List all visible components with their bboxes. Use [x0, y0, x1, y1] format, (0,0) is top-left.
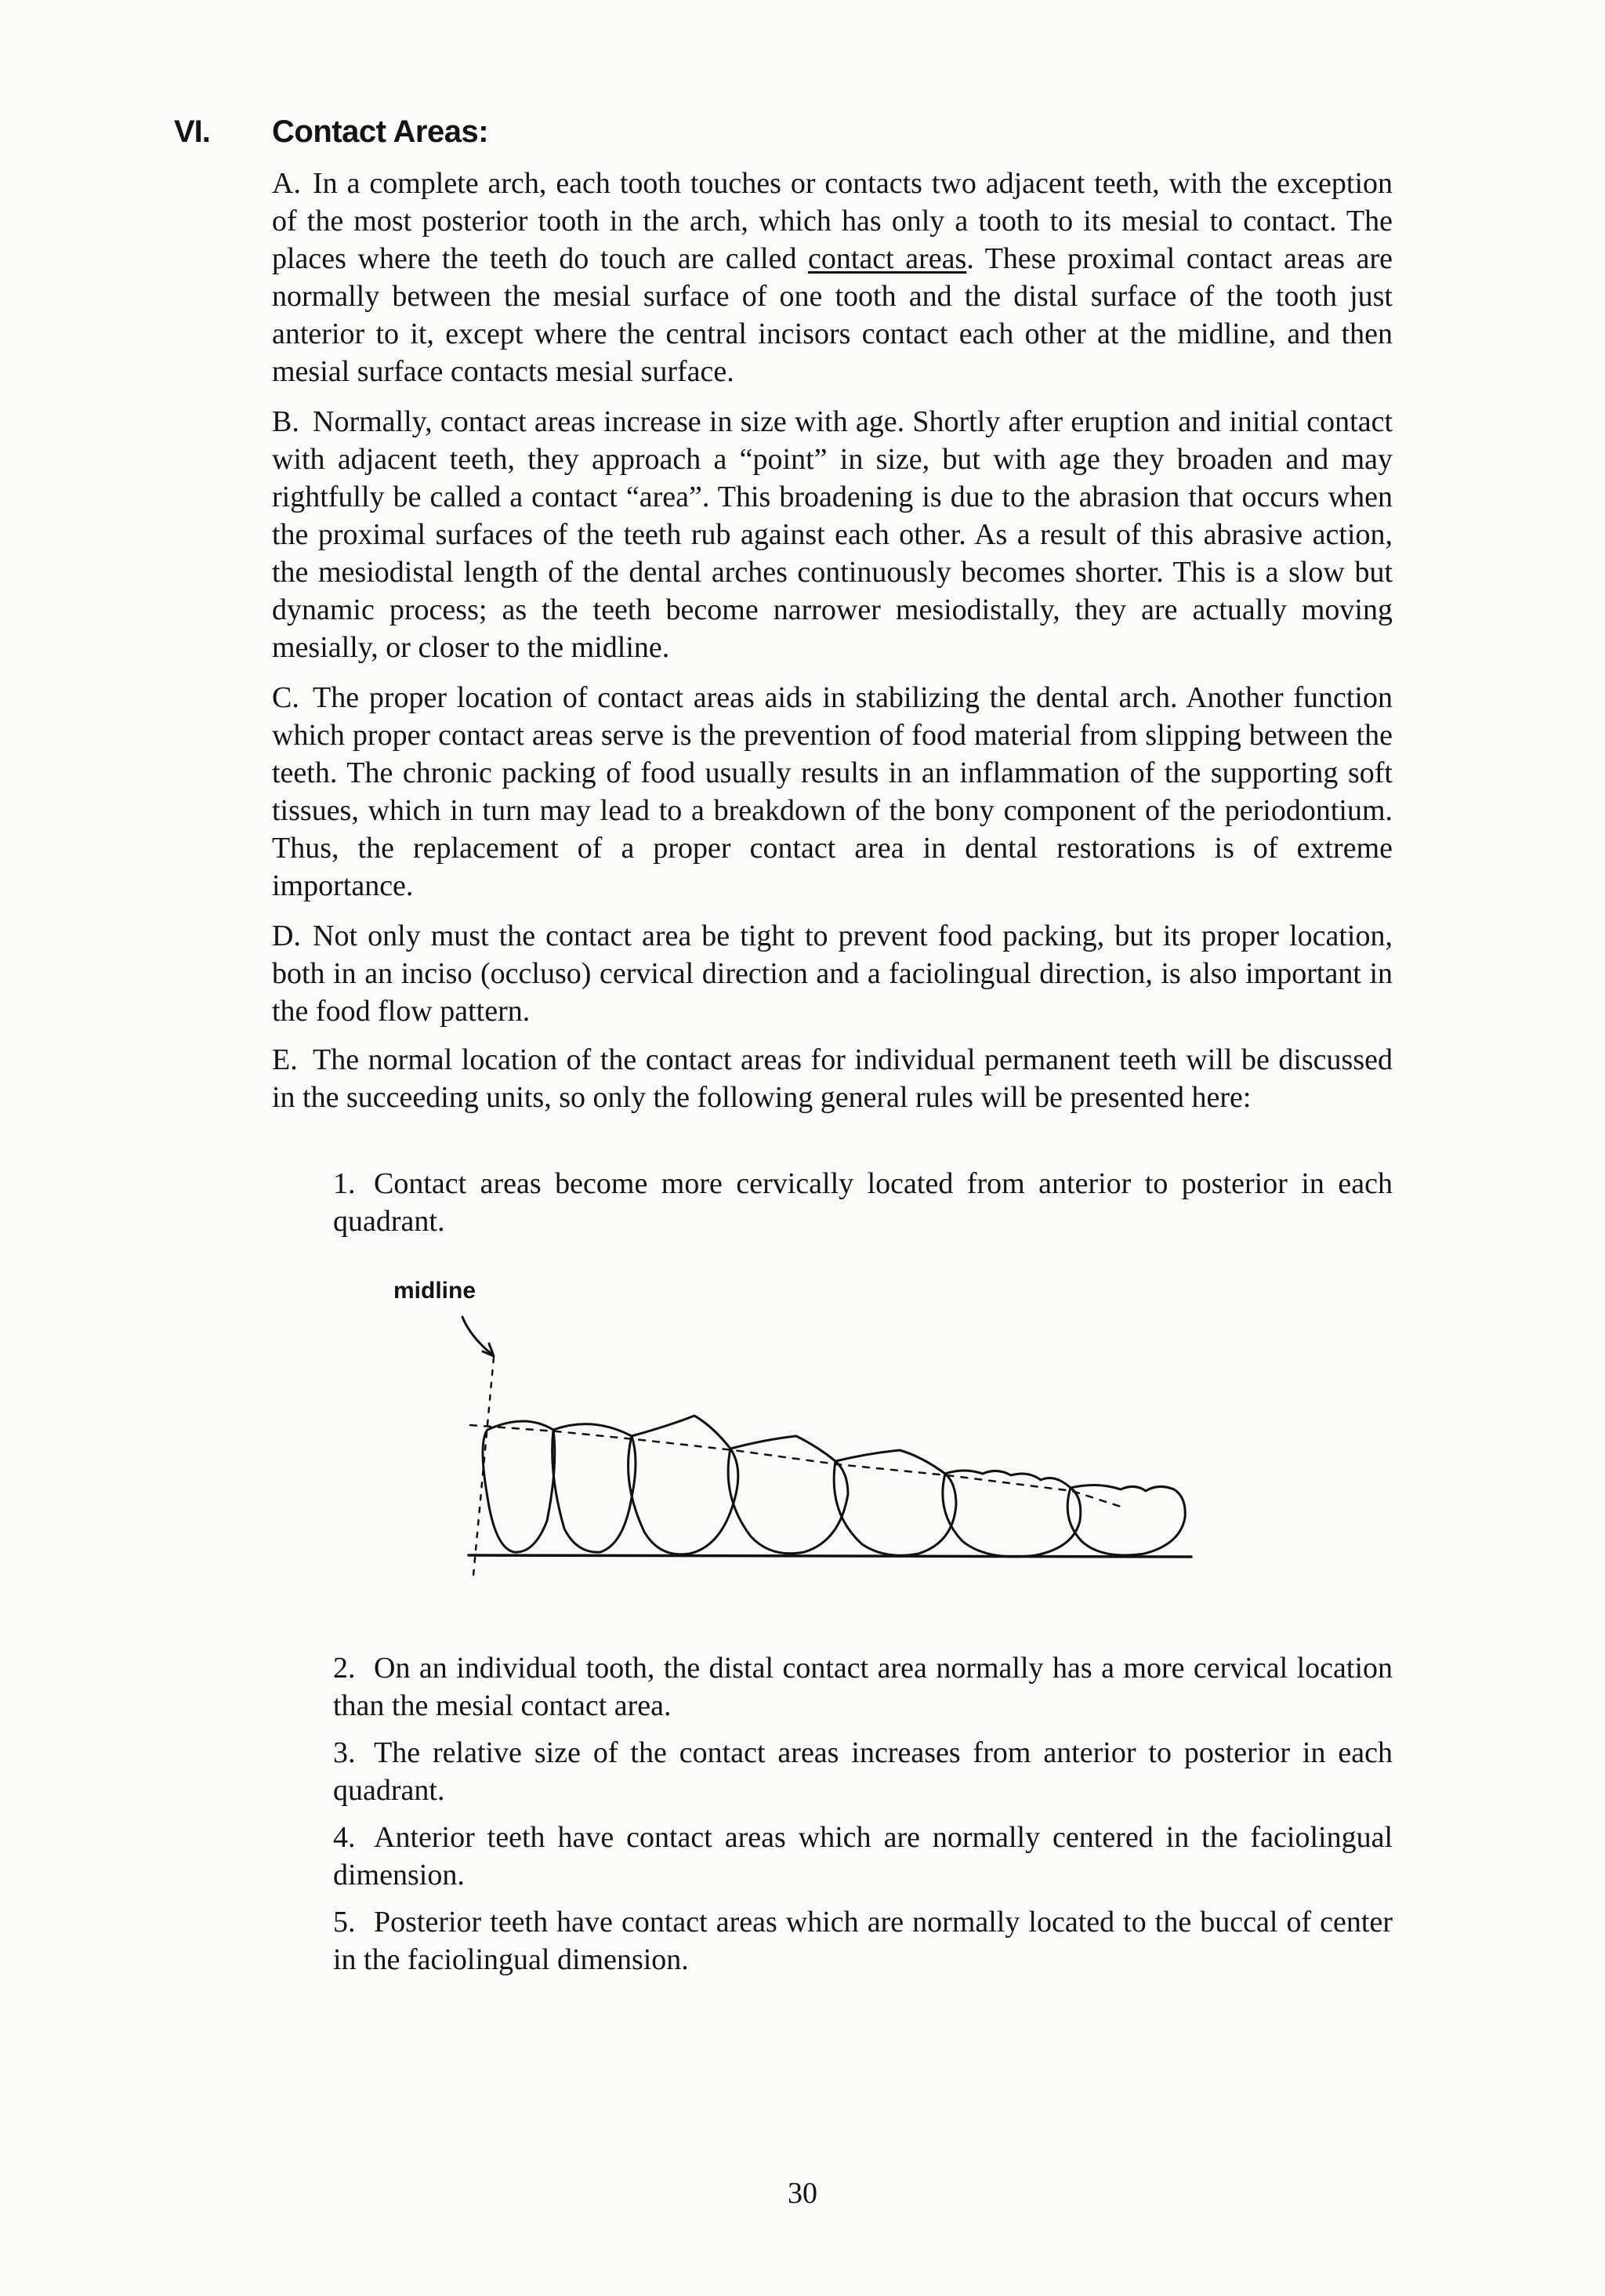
paragraph-label: E.: [272, 1043, 298, 1076]
tooth-canine: [629, 1416, 738, 1554]
rule-label: 5.: [333, 1906, 356, 1939]
paragraph-text: In a complete arch, each tooth touches or contacts two adjacent teeth, with the exception of the most posterior tooth in the arch, which has only a tooth to its mesial to contact. The places where the teeth do touch are called: [272, 167, 1393, 275]
figure-label-midline: midline: [393, 1278, 476, 1304]
rule-label: 1.: [333, 1167, 356, 1200]
midline-arrow: [462, 1317, 492, 1355]
base-line: [469, 1555, 1191, 1557]
rule-text: On an individual tooth, the distal contact area normally has a more cervical location than the mesial contact area.: [333, 1652, 1393, 1722]
page-number: 30: [788, 2177, 817, 2210]
paragraph-text: . These proximal contact areas are normally between the mesial surface of one tooth and the distal surface of the tooth just anterior to it, except where the central incisors contact each other at the midline, and then mesial surface contacts mesial surface.: [272, 242, 1393, 388]
tooth-first-molar: [943, 1471, 1081, 1557]
paragraph-text: Normally, contact areas increase in size with age. Shortly after eruption and initial contact with adjacent teeth, they approach a “point” in size, but with age they broaden and may rightfully be called a contact “area”. This broadening is due to the abrasion that occurs when the proximal surfaces of the teeth rub against each other. As a result of this abrasive action, the mesiodistal length of the dental arches continuously becomes shorter. This is a slow but dynamic process; as the teeth become narrower mesiodistally, they are actually moving mesially, or closer to the midline.: [272, 405, 1393, 664]
rule-1: [333, 1165, 1393, 1240]
paragraph-c: [272, 679, 1393, 905]
paragraph-a: [272, 165, 1393, 390]
paragraph-text: Not only must the contact area be tight to prevent food packing, but its proper location, both in an inciso (occluso) cervical direction and a faciolingual direction, is also important in the food flow pattern.: [272, 919, 1393, 1028]
contact-areas-figure: [439, 1262, 1207, 1591]
paragraph-text: The proper location of contact areas aids in stabilizing the dental arch. Another function which proper contact areas serve is the prevention of food material from slipping between the teeth. The chronic packing of food usually results in an inflammation of the supporting soft tissues, which in turn may lead to a breakdown of the bony component of the periodontium. Thus, the replacement of a proper contact area in dental restorations is of extreme importance.: [272, 681, 1393, 902]
rule-label: 3.: [333, 1736, 356, 1769]
rule-label: 2.: [333, 1652, 356, 1685]
rule-text: The relative size of the contact areas increases from anterior to posterior in each quadrant.: [333, 1736, 1393, 1807]
rule-5: [333, 1903, 1393, 1979]
tooth-central-incisor: [483, 1421, 555, 1552]
tooth-first-premolar: [728, 1436, 848, 1554]
paragraph-label: A.: [272, 167, 301, 200]
rule-2: [333, 1649, 1393, 1725]
paragraph-label: B.: [272, 405, 299, 438]
rule-text: Posterior teeth have contact areas which are normally located to the buccal of center in the faciolingual dimension.: [333, 1906, 1393, 1976]
paragraph-b: [272, 403, 1393, 666]
rule-4: [333, 1819, 1393, 1894]
section-number: VI.: [174, 114, 210, 149]
rule-text: Contact areas become more cervically located from anterior to posterior in each quadrant.: [333, 1167, 1393, 1238]
section-title: Contact Areas:: [272, 114, 489, 149]
paragraph-e: [272, 1041, 1393, 1116]
rule-3: [333, 1734, 1393, 1809]
paragraph-label: C.: [272, 681, 299, 714]
rule-label: 4.: [333, 1821, 356, 1854]
tooth-lateral-incisor: [553, 1424, 636, 1552]
rule-text: Anterior teeth have contact areas which are normally centered in the faciolingual dimension.: [333, 1821, 1393, 1892]
paragraph-text: The normal location of the contact areas for individual permanent teeth will be discussed in the succeeding units, so only the following general rules will be presented here:: [272, 1043, 1393, 1114]
underlined-term: contact areas: [808, 242, 967, 275]
tooth-second-molar: [1067, 1485, 1185, 1555]
paragraph-d: [272, 917, 1393, 1030]
paragraph-label: D.: [272, 919, 301, 952]
